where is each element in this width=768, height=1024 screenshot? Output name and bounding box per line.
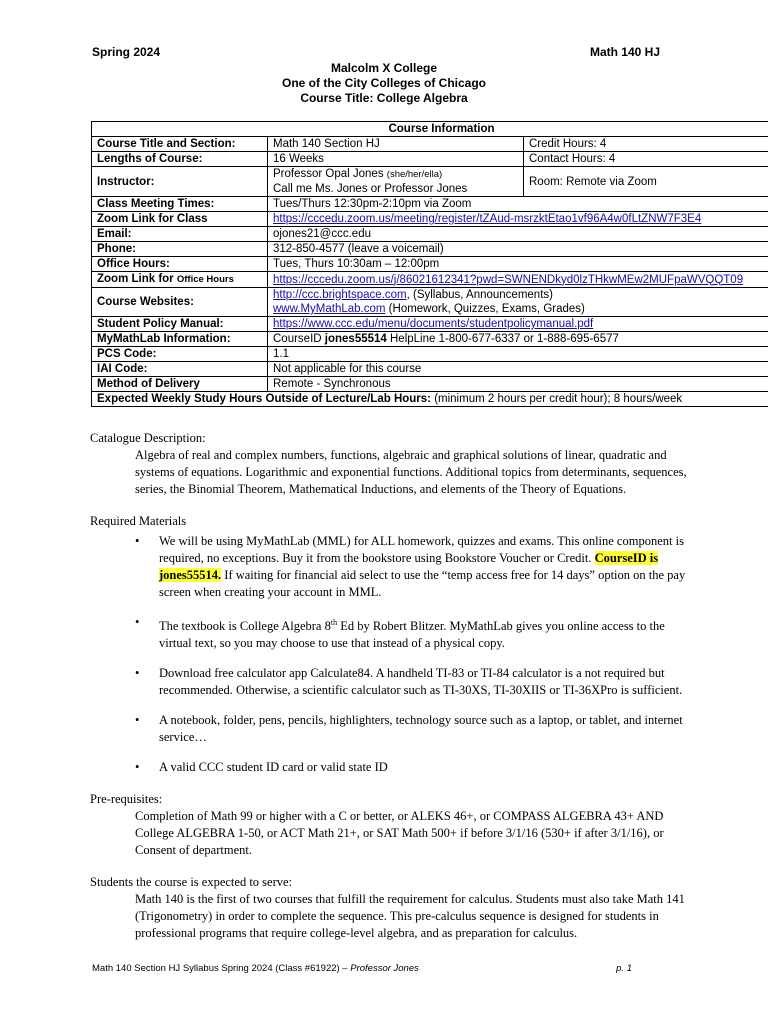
length-value: 16 Weeks	[268, 152, 524, 167]
policy-link[interactable]: https://www.ccc.edu/menu/documents/studentpolicymanual.pdf	[273, 318, 594, 330]
table-row	[92, 122, 768, 137]
table-row	[92, 227, 768, 242]
footer-text: Math 140 Section HJ Syllabus Spring 2024 (Class #61922) –	[92, 963, 351, 974]
document-titles	[0, 61, 768, 106]
table-row	[92, 392, 768, 407]
prereq-heading: Pre-requisites:	[90, 792, 163, 807]
item1-text-a: We will be using MyMathLab (MML) for ALL homework, quizzes and exams. This online component is required, no exceptions. Buy it from the bookstore using Bookstore Voucher or Credit.	[159, 534, 684, 565]
mml-helpline: HelpLine 1-800-677-6337 or 1-888-695-6577	[386, 333, 619, 345]
room: Room: Remote via Zoom	[524, 167, 768, 197]
instructor-call: Call me Ms. Jones or Professor Jones	[273, 183, 468, 195]
email-value: ojones21@ccc.edu	[268, 227, 768, 242]
table-row	[92, 167, 768, 197]
college-name: Malcolm X College	[330, 61, 438, 75]
list-item: • Download free calculator app Calculate84. A handheld TI-83 or TI-84 calculator is a not required but recommended. Otherwise, a scientific calculator such as TI-30XS, TI-30XIIS or TI-36XPro is sufficient.	[135, 665, 690, 699]
policy-cell	[268, 317, 768, 332]
study-hours	[92, 392, 768, 407]
times-value: Tues/Thurs 12:30pm-2:10pm via Zoom	[268, 197, 768, 212]
mml-cell	[268, 332, 768, 347]
mml-label: MyMathLab Information:	[92, 332, 268, 347]
course-title: Course Title: College Algebra	[300, 91, 468, 105]
table-row	[92, 332, 768, 347]
list-item	[135, 614, 690, 652]
study-label: Expected Weekly Study Hours Outside of Lecture/Lab Hours:	[97, 393, 431, 405]
item1-text-b: If waiting for financial aid select to use the “temp access free for 14 days” option on the pay screen when creating your account in MML.	[159, 568, 686, 599]
catalogue-text: Algebra of real and complex numbers, functions, algebraic and graphical solutions of linear, quadratic and systems of equations. Logarithmic and exponential functions. Additional topics from determinants, sequences, series, the Binomial Theorem, Mathematical Inductions, and elements of the Theory of Equations.	[135, 448, 687, 496]
policy-label: Student Policy Manual:	[92, 317, 268, 332]
table-row	[92, 137, 768, 152]
syllabus-body	[90, 430, 690, 942]
table-row	[92, 362, 768, 377]
brightspace-desc: , (Syllabus, Announcements)	[406, 289, 553, 301]
table-row	[92, 347, 768, 362]
materials-list	[90, 533, 690, 776]
table-row	[92, 197, 768, 212]
zoom-label: Zoom Link for Class	[92, 212, 268, 227]
mml-course-prefix: CourseID	[273, 333, 325, 345]
office-label: Office Hours:	[92, 257, 268, 272]
instructor-value	[268, 167, 524, 197]
header-term: Spring 2024	[92, 45, 161, 59]
list-item: • A notebook, folder, pens, pencils, highlighters, technology source such as a laptop, or tablet, and internet service…	[135, 712, 690, 746]
table-row	[92, 317, 768, 332]
table-row	[92, 272, 768, 288]
table-row	[92, 212, 768, 227]
brightspace-link[interactable]: http://ccc.brightspace.com	[273, 289, 407, 301]
table-row	[92, 377, 768, 392]
serve-text: Math 140 is the first of two courses that fulfill the requirement for calculus. Students must also take Math 141 (Trigonometry) in order to complete the sequence. This pre-calculus sequence is designed for students in professional programs that require college-level algebra, and as preparation for calculus.	[135, 892, 685, 941]
mymathlab-link[interactable]: www.MyMathLab.com	[273, 303, 386, 315]
office-zoom-label-b: Office Hours	[176, 274, 234, 285]
iai-label: IAI Code:	[92, 362, 268, 377]
zoom-cell	[268, 212, 768, 227]
pcs-value: 1.1	[268, 347, 768, 362]
college-system: One of the City Colleges of Chicago	[281, 76, 487, 90]
item2-sup: th	[330, 618, 338, 627]
course-id-highlight: CourseID is jones55514.	[159, 551, 659, 582]
list-item: • A valid CCC student ID card or valid state ID	[135, 759, 690, 776]
item2-text-b: Ed by Robert Blitzer. MyMathLab gives you online access to the virtual text, so you may choose to use that instead of a physical copy.	[159, 619, 665, 651]
pcs-label: PCS Code:	[92, 347, 268, 362]
delivery-value: Remote - Synchronous	[268, 377, 768, 392]
mml-course-id: jones55514	[324, 333, 387, 345]
serve-heading: Students the course is expected to serve:	[90, 875, 293, 890]
office-zoom-label-a: Zoom Link for	[97, 273, 177, 285]
page-number: p. 1	[616, 963, 632, 974]
iai-value: Not applicable for this course	[268, 362, 768, 377]
table-row	[92, 257, 768, 272]
table-row	[92, 288, 768, 317]
materials-heading: Required Materials	[90, 514, 187, 528]
item2-text-a: The textbook is College Algebra 8	[159, 619, 331, 634]
catalogue-heading: Catalogue Description:	[90, 431, 206, 445]
table-row	[92, 242, 768, 257]
times-label: Class Meeting Times:	[92, 197, 268, 212]
office-zoom-link[interactable]: https://cccedu.zoom.us/j/86021612341?pwd=SWNENDkyd0lzTHkwMEw2MUFpaWVQQT09	[273, 273, 744, 286]
title-value: Math 140 Section HJ	[268, 137, 524, 152]
contact-hours: Contact Hours: 4	[524, 152, 768, 167]
footer-author: Professor Jones	[350, 963, 419, 974]
header-course-code: Math 140 HJ	[589, 45, 660, 59]
websites-label: Course Websites:	[92, 288, 268, 317]
office-value: Tues, Thurs 10:30am – 12:00pm	[268, 257, 768, 272]
course-info-table	[91, 121, 768, 407]
instructor-pronouns: (she/her/ella)	[386, 169, 443, 180]
email-label: Email:	[92, 227, 268, 242]
phone-label: Phone:	[92, 242, 268, 257]
title-label: Course Title and Section:	[92, 137, 268, 152]
instructor-label: Instructor:	[92, 167, 268, 197]
websites-cell	[268, 288, 768, 317]
phone-value: 312-850-4577 (leave a voicemail)	[268, 242, 768, 257]
table-row	[92, 152, 768, 167]
office-zoom-cell	[268, 272, 768, 288]
list-item	[135, 533, 690, 601]
page-footer	[92, 963, 632, 974]
length-label: Lengths of Course:	[92, 152, 268, 167]
instructor-name: Professor Opal Jones	[273, 168, 387, 180]
office-zoom-label	[92, 272, 268, 288]
table-caption: Course Information	[92, 122, 768, 137]
prereq-text: Completion of Math 99 or higher with a C or better, or ALEKS 46+, or COMPASS ALGEBRA 43+ AND College ALGEBRA 1-50, or ACT Math 21+, or SAT Math 500+ if before 3/1/16 (530+ if after 3/1/16), or Consent of department.	[135, 809, 664, 858]
mymathlab-desc: (Homework, Quizzes, Exams, Grades)	[385, 303, 585, 315]
credit-hours: Credit Hours: 4	[524, 137, 768, 152]
zoom-link[interactable]: https://cccedu.zoom.us/meeting/register/tZAud-msrzktEtao1vf96A4w0fLtZNW7F3E4	[273, 213, 702, 225]
delivery-label: Method of Delivery	[92, 377, 268, 392]
study-value: (minimum 2 hours per credit hour); 8 hours/week	[431, 393, 683, 405]
